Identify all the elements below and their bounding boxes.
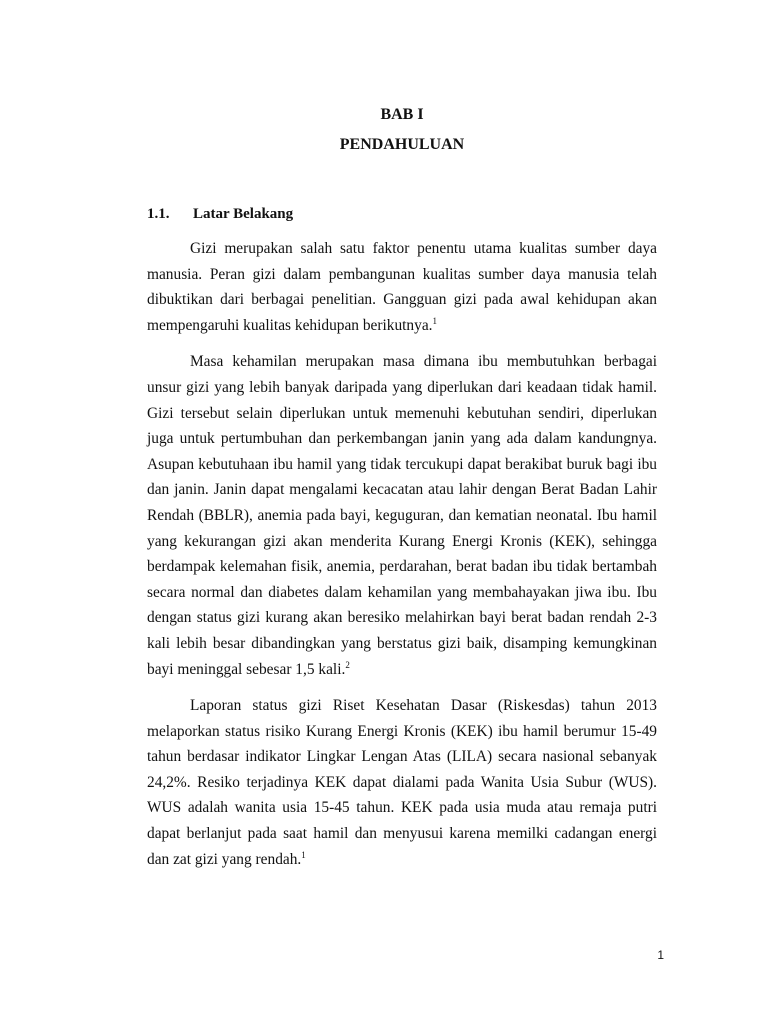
- section-title: Latar Belakang: [193, 206, 294, 222]
- paragraph: [147, 693, 657, 872]
- footnote-marker: 2: [345, 659, 350, 670]
- paragraph-text: Masa kehamilan merupakan masa dimana ibu membutuhkan berbagai unsur gizi yang lebih banyak daripada yang diperlukan dari keadaan tidak hamil. Gizi tersebut selain diperlukan untuk memenuhi kebutuhan sendiri, diperlukan juga untuk pertumbuhan dan perkembangan janin yang ada dalam kandungnya. Asupan kebutuhaan ibu hamil yang tidak tercukupi dapat berakibat buruk bagi ibu dan janin. Janin dapat mengalami kecacatan atau lahir dengan Berat Badan Lahir Rendah (BBLR), anemia pada bayi, keguguran, dan kematian neonatal. Ibu hamil yang kekurangan gizi akan menderita Kurang Energi Kronis (KEK), sehingga berdampak kelemahan fisik, anemia, perdarahan, berat badan ibu tidak bertambah secara normal dan diabetes dalam kehamilan yang membahayakan jiwa ibu. Ibu dengan status gizi kurang akan beresiko melahirkan bayi berat badan rendah 2-3 kali lebih besar dibandingkan yang berstatus gizi baik, disamping kemungkinan bayi meninggal sebesar 1,5 kali.: [147, 353, 657, 678]
- chapter-title: PENDAHULUAN: [339, 136, 465, 153]
- section-number: 1.1.: [147, 206, 170, 222]
- page-number: 1: [657, 948, 664, 962]
- paragraph-text: Gizi merupakan salah satu faktor penentu utama kualitas sumber daya manusia. Peran gizi dalam pembangunan kualitas sumber daya manusia telah dibuktikan dari berbagai penelitian. Gangguan gizi pada awal kehidupan akan mempengaruhi kualitas kehidupan berikutnya.: [147, 240, 657, 334]
- section-heading: [147, 205, 293, 223]
- paragraph: [147, 349, 657, 682]
- chapter-label: BAB I: [380, 106, 424, 123]
- footnote-marker: 1: [432, 315, 438, 326]
- paragraph: [147, 236, 657, 338]
- footnote-marker: 1: [301, 849, 306, 860]
- paragraph-text: Laporan status gizi Riset Kesehatan Dasar (Riskesdas) tahun 2013 melaporkan status risiko Kurang Energi Kronis (KEK) ibu hamil berumur 15-49 tahun berdasar indikator Lingkar Lengan Atas (LILA) secara nasional sebanyak 24,2%. Resiko terjadinya KEK dapat dialami pada Wanita Usia Subur (WUS). WUS adalah wanita usia 15-45 tahun. KEK pada usia muda atau remaja putri dapat berlanjut pada saat hamil dan menyusui karena memilki cadangan energi dan zat gizi yang rendah.: [147, 697, 657, 868]
- body-text: [147, 236, 657, 883]
